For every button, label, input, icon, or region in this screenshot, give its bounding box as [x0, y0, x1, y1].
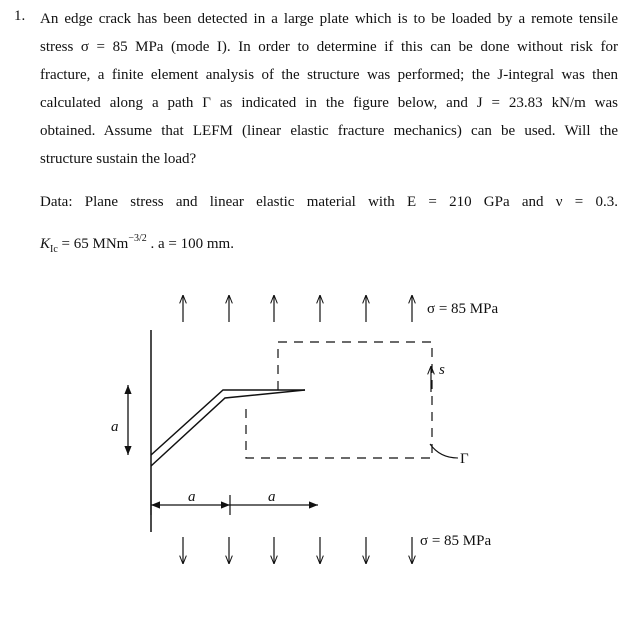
statement-line: obtained. Assume that LEFM (linear elastic fracture mechanics) can be used. Will the — [40, 123, 618, 139]
label-a-mid2: a — [268, 489, 276, 505]
problem-number: 1. — [14, 8, 26, 24]
top-stress-arrows — [183, 295, 412, 322]
kic-subscript: Ic — [50, 244, 58, 255]
kic-value: = 65 MNm — [61, 236, 129, 252]
stress-label-bottom: σ = 85 MPa — [420, 533, 492, 549]
kic-exponent: −3/2 — [128, 233, 147, 244]
gamma-leader — [430, 444, 458, 458]
crack-length: . a = 100 mm. — [150, 236, 234, 252]
label-s: s — [439, 362, 445, 378]
statement-line: fracture, a finite element analysis of the structure was performed; the J-integral was then — [40, 67, 618, 83]
statement-line: calculated along a path Γ as indicated in the figure below, and J = 23.83 kN/m was — [40, 95, 618, 111]
bottom-stress-arrows — [183, 537, 412, 564]
j-integral-path — [246, 342, 432, 458]
statement-line: structure sustain the load? — [40, 151, 197, 167]
data-line: Data: Plane stress and linear elastic material with E = 210 GPa and ν = 0.3. — [40, 194, 618, 210]
stress-label-top: σ = 85 MPa — [427, 301, 499, 317]
crack — [151, 390, 305, 466]
statement-line: An edge crack has been detected in a large plate which is to be loaded by a remote tensile — [40, 11, 618, 27]
statement-line: stress σ = 85 MPa (mode I). In order to determine if this can be done without risk for — [40, 39, 618, 55]
label-a-mid1: a — [188, 489, 196, 505]
label-gamma: Γ — [460, 451, 469, 467]
label-a-left: a — [111, 419, 119, 435]
kic-symbol: K — [40, 236, 51, 252]
